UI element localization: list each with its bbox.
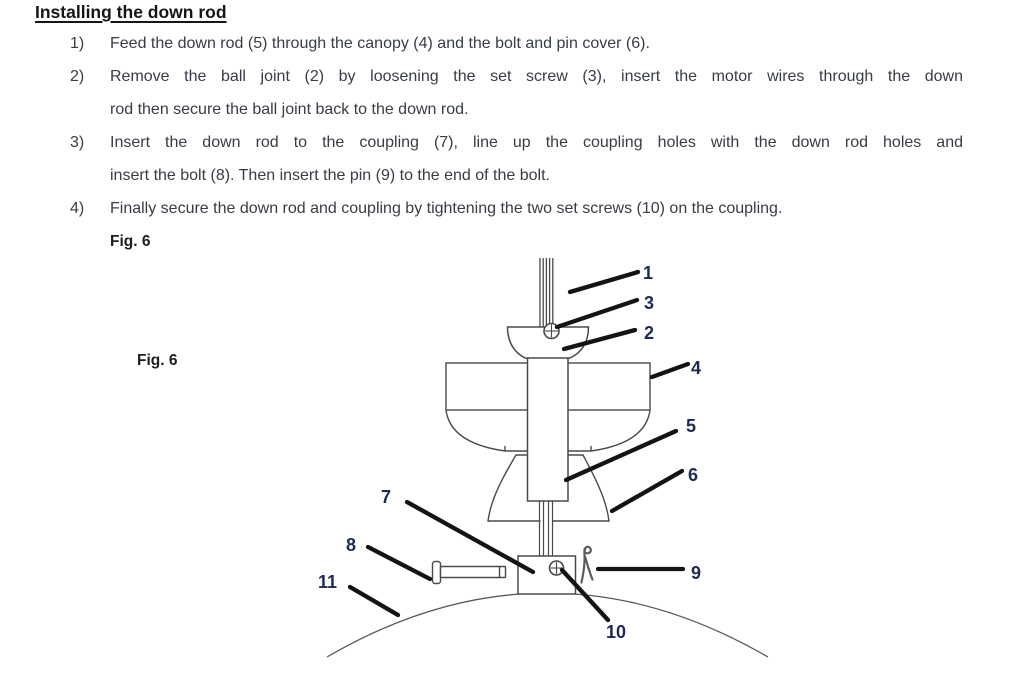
leader-10 <box>562 570 608 620</box>
motor-wires <box>540 258 553 329</box>
figure-caption-side: Fig. 6 <box>137 352 178 369</box>
step-2-text-line-1: Remove the ball joint (2) by loosening the set screw (3), insert the motor wires through the down <box>110 68 963 85</box>
bolt <box>433 562 506 584</box>
leader-8 <box>368 547 430 579</box>
figure-label-4: 4 <box>691 358 702 378</box>
step-2-text-line-2: rod then secure the ball joint back to the down rod. <box>110 101 469 118</box>
pin <box>582 547 593 583</box>
figure-label-6: 6 <box>688 465 699 485</box>
figure-labels <box>318 263 701 642</box>
figure-label-7: 7 <box>381 487 392 507</box>
figure-label-5: 5 <box>686 416 697 436</box>
down-rod <box>528 358 569 502</box>
figure-label-1: 1 <box>643 263 654 283</box>
figure-label-3: 3 <box>644 293 655 313</box>
motor-housing <box>327 593 768 657</box>
instruction-steps <box>110 27 963 258</box>
step-3-text-line-1: Insert the down rod to the coupling (7), line up the coupling holes with the down rod holes and <box>110 134 963 151</box>
figure-label-10: 10 <box>606 622 627 642</box>
figure-label-9: 9 <box>691 563 702 583</box>
figure-label-11: 11 <box>318 572 338 592</box>
step-1-number: 1) <box>70 35 85 52</box>
figure-label-2: 2 <box>644 323 655 343</box>
leader-1 <box>570 272 638 292</box>
step-3-number: 3) <box>70 134 85 151</box>
step-4-text: Finally secure the down rod and coupling by tightening the two set screws (10) on the coupling. <box>110 200 783 217</box>
leader-3 <box>557 300 637 327</box>
leader-4 <box>652 364 688 377</box>
leader-6 <box>612 471 682 511</box>
step-2-number: 2) <box>70 68 85 85</box>
step-3-text-line-2: insert the bolt (8). Then insert the pin (9) to the end of the bolt. <box>110 167 550 184</box>
down-rod-lower <box>540 501 553 556</box>
step-4-number: 4) <box>70 200 85 217</box>
figure-caption-inline: Fig. 6 <box>110 233 151 250</box>
step-1-text: Feed the down rod (5) through the canopy (4) and the bolt and pin cover (6). <box>110 35 650 52</box>
figure-label-8: 8 <box>346 535 357 555</box>
leader-11 <box>350 587 398 615</box>
fan-downrod-diagram <box>270 248 810 700</box>
page-title: Installing the down rod <box>35 2 227 22</box>
